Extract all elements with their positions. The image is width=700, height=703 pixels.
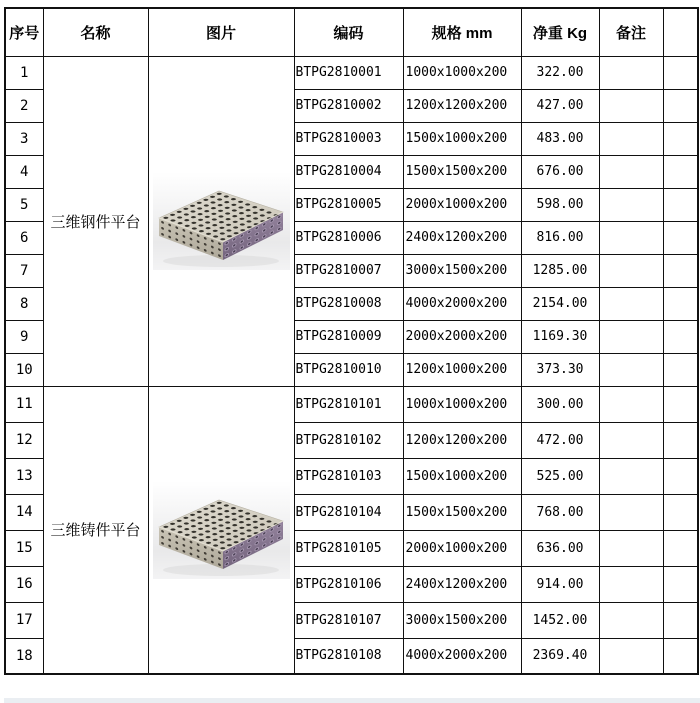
serial-cell: 7 [5,254,43,287]
spec-cell: 2000x1000x200 [403,188,521,221]
extra-cell [663,155,698,188]
note-cell [599,287,663,320]
extra-cell [663,320,698,353]
product-code-cell: BTPG2810007 [294,254,403,287]
note-cell [599,458,663,494]
extra-cell [663,254,698,287]
product-code-cell: BTPG2810102 [294,422,403,458]
spec-cell: 1200x1000x200 [403,353,521,386]
serial-cell: 4 [5,155,43,188]
platform-3d-image [153,481,290,579]
spec-cell: 3000x1500x200 [403,602,521,638]
extra-cell [663,530,698,566]
weight-cell: 472.00 [521,422,599,458]
product-code-cell: BTPG2810003 [294,122,403,155]
spec-cell: 3000x1500x200 [403,254,521,287]
serial-cell: 16 [5,566,43,602]
col-header-spec: 规格 mm [403,8,521,56]
weight-cell: 1452.00 [521,602,599,638]
product-code-cell: BTPG2810009 [294,320,403,353]
serial-cell: 11 [5,386,43,422]
serial-cell: 1 [5,56,43,89]
weight-cell: 2154.00 [521,287,599,320]
extra-cell [663,287,698,320]
extra-cell [663,602,698,638]
serial-cell: 5 [5,188,43,221]
note-cell [599,422,663,458]
spec-cell: 2400x1200x200 [403,221,521,254]
product-code-cell: BTPG2810004 [294,155,403,188]
note-cell [599,530,663,566]
col-header-weight: 净重 Kg [521,8,599,56]
col-header-extra [663,8,698,56]
bottom-edge-strip [4,698,700,703]
note-cell [599,494,663,530]
note-cell [599,638,663,674]
spec-cell: 4000x2000x200 [403,638,521,674]
table-row [5,386,698,422]
product-code-cell: BTPG2810010 [294,353,403,386]
product-code-cell: BTPG2810006 [294,221,403,254]
product-catalog-page [4,7,699,675]
spec-cell: 1200x1200x200 [403,89,521,122]
serial-cell: 17 [5,602,43,638]
serial-cell: 8 [5,287,43,320]
extra-cell [663,353,698,386]
weight-cell: 1285.00 [521,254,599,287]
weight-cell: 768.00 [521,494,599,530]
spec-cell: 1000x1000x200 [403,56,521,89]
note-cell [599,89,663,122]
extra-cell [663,122,698,155]
extra-cell [663,56,698,89]
extra-cell [663,566,698,602]
product-code-cell: BTPG2810103 [294,458,403,494]
product-image-cell [148,56,294,386]
product-code-cell: BTPG2810107 [294,602,403,638]
col-header-note: 备注 [599,8,663,56]
spec-cell: 1000x1000x200 [403,386,521,422]
extra-cell [663,221,698,254]
col-header-name: 名称 [43,8,148,56]
weight-cell: 427.00 [521,89,599,122]
weight-cell: 1169.30 [521,320,599,353]
product-name-cell: 三维钢件平台 [43,56,148,386]
header-row [5,8,698,56]
extra-cell [663,188,698,221]
product-code-cell: BTPG2810108 [294,638,403,674]
weight-cell: 300.00 [521,386,599,422]
spec-cell: 2000x2000x200 [403,320,521,353]
product-code-cell: BTPG2810008 [294,287,403,320]
serial-cell: 10 [5,353,43,386]
weight-cell: 322.00 [521,56,599,89]
extra-cell [663,638,698,674]
spec-cell: 2000x1000x200 [403,530,521,566]
extra-cell [663,89,698,122]
spec-cell: 1500x1000x200 [403,122,521,155]
product-code-cell: BTPG2810104 [294,494,403,530]
weight-cell: 483.00 [521,122,599,155]
product-image-cell [148,386,294,674]
spec-cell: 2400x1200x200 [403,566,521,602]
note-cell [599,254,663,287]
note-cell [599,188,663,221]
extra-cell [663,422,698,458]
note-cell [599,602,663,638]
product-code-cell: BTPG2810001 [294,56,403,89]
spec-cell: 1500x1000x200 [403,458,521,494]
col-header-code: 编码 [294,8,403,56]
serial-cell: 15 [5,530,43,566]
serial-cell: 2 [5,89,43,122]
spec-cell: 4000x2000x200 [403,287,521,320]
weight-cell: 373.30 [521,353,599,386]
table-row [5,56,698,89]
note-cell [599,353,663,386]
weight-cell: 525.00 [521,458,599,494]
note-cell [599,56,663,89]
spec-cell: 1500x1500x200 [403,155,521,188]
serial-cell: 9 [5,320,43,353]
weight-cell: 676.00 [521,155,599,188]
platform-3d-image [153,172,290,270]
product-code-cell: BTPG2810005 [294,188,403,221]
note-cell [599,122,663,155]
product-code-cell: BTPG2810106 [294,566,403,602]
weight-cell: 914.00 [521,566,599,602]
extra-cell [663,386,698,422]
note-cell [599,386,663,422]
extra-cell [663,458,698,494]
serial-cell: 3 [5,122,43,155]
weight-cell: 636.00 [521,530,599,566]
product-spec-table [4,7,699,675]
col-header-image: 图片 [148,8,294,56]
note-cell [599,155,663,188]
serial-cell: 6 [5,221,43,254]
serial-cell: 13 [5,458,43,494]
note-cell [599,221,663,254]
col-header-serial: 序号 [5,8,43,56]
weight-cell: 598.00 [521,188,599,221]
product-code-cell: BTPG2810002 [294,89,403,122]
product-code-cell: BTPG2810105 [294,530,403,566]
weight-cell: 2369.40 [521,638,599,674]
serial-cell: 12 [5,422,43,458]
spec-cell: 1200x1200x200 [403,422,521,458]
product-code-cell: BTPG2810101 [294,386,403,422]
serial-cell: 14 [5,494,43,530]
note-cell [599,566,663,602]
spec-cell: 1500x1500x200 [403,494,521,530]
serial-cell: 18 [5,638,43,674]
extra-cell [663,494,698,530]
product-name-cell: 三维铸件平台 [43,386,148,674]
note-cell [599,320,663,353]
weight-cell: 816.00 [521,221,599,254]
